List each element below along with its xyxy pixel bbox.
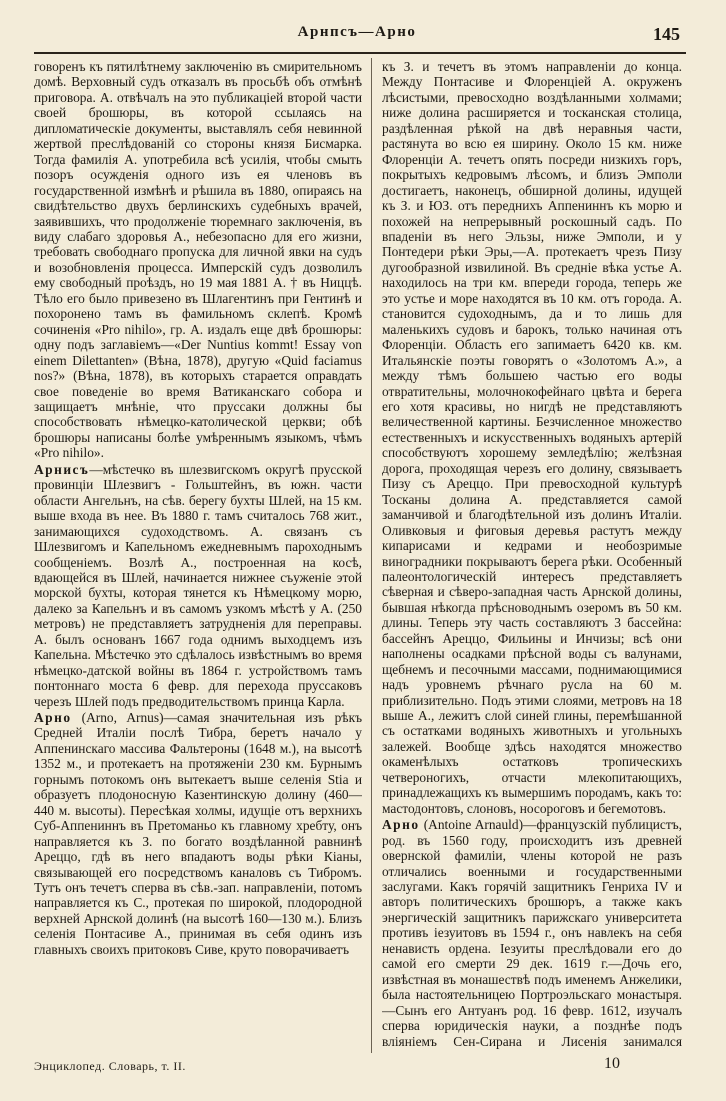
entry-arno-person [382, 817, 682, 1049]
entry-headword: Арно [382, 817, 420, 833]
continued-entry-text: говоренъ къ пятилѣтнему заключенію въ смирительномъ домѣ. Верховный судъ отказалъ въ просьбѣ объ отмѣнѣ приговора. А. отвѣчалъ на это публикаціей второй части своей брошюры, въ которой ссылаясь на дипломатическіе документы, выставлялъ себя невинной жертвой преслѣдованій со стороны князя Бисмарка. Тогда фамилія А. употребила всѣ усилія, чтобы смыть позоръ осужденія одного изъ ея членовъ въ государственной измѣнѣ и рѣшила въ 1880, опираясь на свидѣтельство двухъ берлинскихъ судебныхъ врачей, заявившихъ, что продолженіе тюремнаго заключенія, въ виду слабаго здоровья А., небезопасно для его жизни, требовать свободнаго пропуска для личной явки на судъ и возобновленія процесса. Имперскій судъ дозволилъ ему свободный проѣздъ, но 19 мая 1881 А. † въ Ниццѣ. Тѣло его было привезено въ Шлагентинъ при Гентинѣ и похоронено тамъ въ фамильномъ склепѣ. Кромѣ сочиненія «Pro nihilo», гр. А. издалъ еще двѣ брошюры: одну подъ заглавіемъ—«Der Nuntius kommt! Essay von einem Dilettanten» (Вѣна, 1878), другую «Quid faciamus nos?» (Вѣна, 1878), въ которыхъ старается оправдать свое поведеніе во время Ватиканскаго собора и защищаетъ мнѣніе, что пруссаки должны бы способствовать нѣмецко-католической церкви; обѣ брошюры написаны болѣе умѣреннымъ языкомъ, чѣмъ «Pro nihilo». [34, 59, 362, 461]
entry-text: —мѣстечко въ шлезвигскомъ округѣ прусской провинціи Шлезвигъ - Гольштейнъ, въ южн. части области Ангельнъ, на сѣв. берегу бухты Шлей, на 15 км. выше входа въ нее. Въ 1880 г. тамъ считалось 768 жит., занимающихся судоходствомъ. А. связанъ съ Шлезвигомъ и Капельномъ ежедневнымъ пароходнымъ сообщеніемъ. Возлѣ А., построенная на косѣ, вдающейся въ Шлей, начинается нижнее съуженіе этой морской бухты, которая тянется къ Нѣмецкому морю, далеко за Капельнъ и въ самомъ узкомъ мѣстѣ у А. (250 метровъ) не представляетъ затрудненія для переправы. А. былъ основанъ 1667 года однимъ выходцемъ изъ Капельна. Мѣстечко это сдѣлалось извѣстнымъ во время нѣмецко-датской войны въ 1864 г. устройствомъ тамъ понтоннаго моста 6 февр. для перехода пруссаковъ черезъ Шлей подъ предводительствомъ принца Карла. [34, 461, 362, 709]
entry-headword: Арнисъ [34, 461, 90, 477]
header-rule [34, 52, 686, 54]
entry-arnis [34, 462, 362, 709]
right-column [382, 59, 682, 1049]
continued-entry-text: къ З. и течетъ въ этомъ направленіи до конца. Между Понтасиве и Флоренціей А. окруженъ лѣсистыми, превосходно воздѣланными холмами; ниже долина расширяется и тосканская столица, раздѣленная рѣкой на двѣ неравныя части, растянута во всю ея ширину. Около 15 км. ниже Флоренціи А. течетъ опять посреди низкихъ горъ, покрытыхъ кедровымъ лѣсомъ, и близъ Эмполи достигаетъ, наконецъ, обширной долины, идущей къ З. и ЮЗ. отъ переднихъ Аппениннъ къ морю и похожей на непрерывный роскошный садъ. По впаденіи въ него Эльзы, ниже Эмполи, и у Понтедери рѣки Эры,—А. протекаетъ чрезъ Пизу дугообразной извилиной. Въ средніе вѣка устье А. находилось на три км. впереди города, теперь же это устье и море находятся въ 10 км. отъ города. А. становится судоходнымъ, да и то лишь для маленькихъ судовъ и барокъ, только начиная отъ Флоренціи. Область его запимаетъ 6420 кв. км. Итальянскіе поэты говорятъ о «Золотомъ А.», а между тѣмъ большею частью его воды отвратительны, молочнокофейнаго цвѣта и берега его хотя красивы, но нигдѣ не представляютъ величественной картины. Безчисленное множество естественныхъ и искусственныхъ водяныхъ артерій способствуютъ хорошему земледѣлію; желѣзная дорога, проходящая черезъ его долину, связываетъ Пизу съ Ареццо. При превосходной культурѣ Тосканы долина А. представляется самой заманчивой и благодѣтельной изъ долинъ Италіи. Оливковыя и фиговыя деревья растутъ между кипарисами и кедрами и необозримые виноградники покрываютъ берега рѣки. Особенный палеонтологическій интересъ представляетъ сѣверная и сѣверо-западная часть Арнской долины, бывшая нѣкогда прѣсноводнымъ озеромъ въ 50 км. длины. Теперь эту часть составляютъ 3 бассейна: бассейнъ Ареццо, Фильины и Инчизы; всѣ они наполнены осадками прѣсной воды съ валунами, щебнемъ и песочными массами, поднимающимися надъ уровнемъ рѣчнаго русла на 60 м. приблизительно. Подъ этими слоями, метровъ на 18 выше А., лежитъ слой синей глины, перемѣшанной съ остатками водяныхъ животныхъ и угольныхъ залежей. Вообще здѣсь находятся множество окаменѣлыхъ остатковъ тропическихъ четвероногихъ, отчасти млекопитающихъ, принадлежащихъ къ вымершимъ породамъ, какъ то: мастодонтовъ, слоновъ, носороговъ и бегемотовъ. [382, 59, 682, 816]
left-column [34, 59, 362, 1049]
entry-headword: Арно [34, 710, 72, 726]
running-header [34, 24, 680, 48]
footer-sheet-number: 10 [604, 1055, 620, 1072]
footer-signature: Энциклопед. Словарь, т. II. [34, 1059, 186, 1073]
column-divider [371, 58, 372, 1053]
page-number: 145 [653, 24, 680, 44]
running-title: Арнпсъ—Арно [297, 24, 417, 40]
entry-text: (Antoine Arnauld)—французскій публицистъ, род. въ 1560 году, происходитъ изъ древней овернской фамиліи, члены которой не разъ отличались военными и государственными заслугами. Какъ горячій защитникъ Генриха IV и авторъ политическихъ брошюръ, а также какъ энергическій защитникъ парижскаго университета противъ іезуитовъ въ 1594 г., онъ навлекъ на себя ненависть ордена. Іезуиты преслѣдовали его до самой его смерти 29 дек. 1619 г.—Дочь его, извѣстная въ монашествѣ подъ именемъ Анжелики, была настоятельницею Портроэльскаго монастыря.—Сынъ его Антуанъ род. 16 февр. 1612, изучалъ сперва юридическія науки, а позднѣе подъ вліяніемъ Сен-Сирана и Лисенія занимался [382, 817, 682, 1049]
entry-arno-river [34, 710, 362, 957]
entry-text: (Arno, Arnus)—самая значительная изъ рѣкъ Средней Италіи послѣ Тибра, беретъ начало у Аппенинскаго массива Фальтероны (1648 м.), на высотѣ 1352 м., и протекаетъ на протяженіи 230 км. Бурнымъ горнымъ потокомъ онъ вытекаетъ выше селенія Stia и образуетъ плодоносную Казентинскую долину (460—440 м. высоты). Пересѣкая холмы, идущіе отъ верхнихъ Суб-Аппениннъ въ Претоманьо къ главному хребту, онъ направляется къ З. по богато воздѣланной равнинѣ Ареццо, гдѣ въ него впадаютъ воды рѣки Кіаны, связывающей его посредствомъ каналовъ съ Тибромъ. Тутъ онъ течетъ сперва въ сѣв.-зап. направленіи, потомъ направляется къ С., протекая по широкой, плодородной верхней Арнской долинѣ (на высотѣ 160—130 м.). Близъ селенія Понтасиве А., принимая въ себя одинъ изъ главныхъ своихъ притоковъ Сиве, круто поворачиваетъ [34, 710, 362, 957]
